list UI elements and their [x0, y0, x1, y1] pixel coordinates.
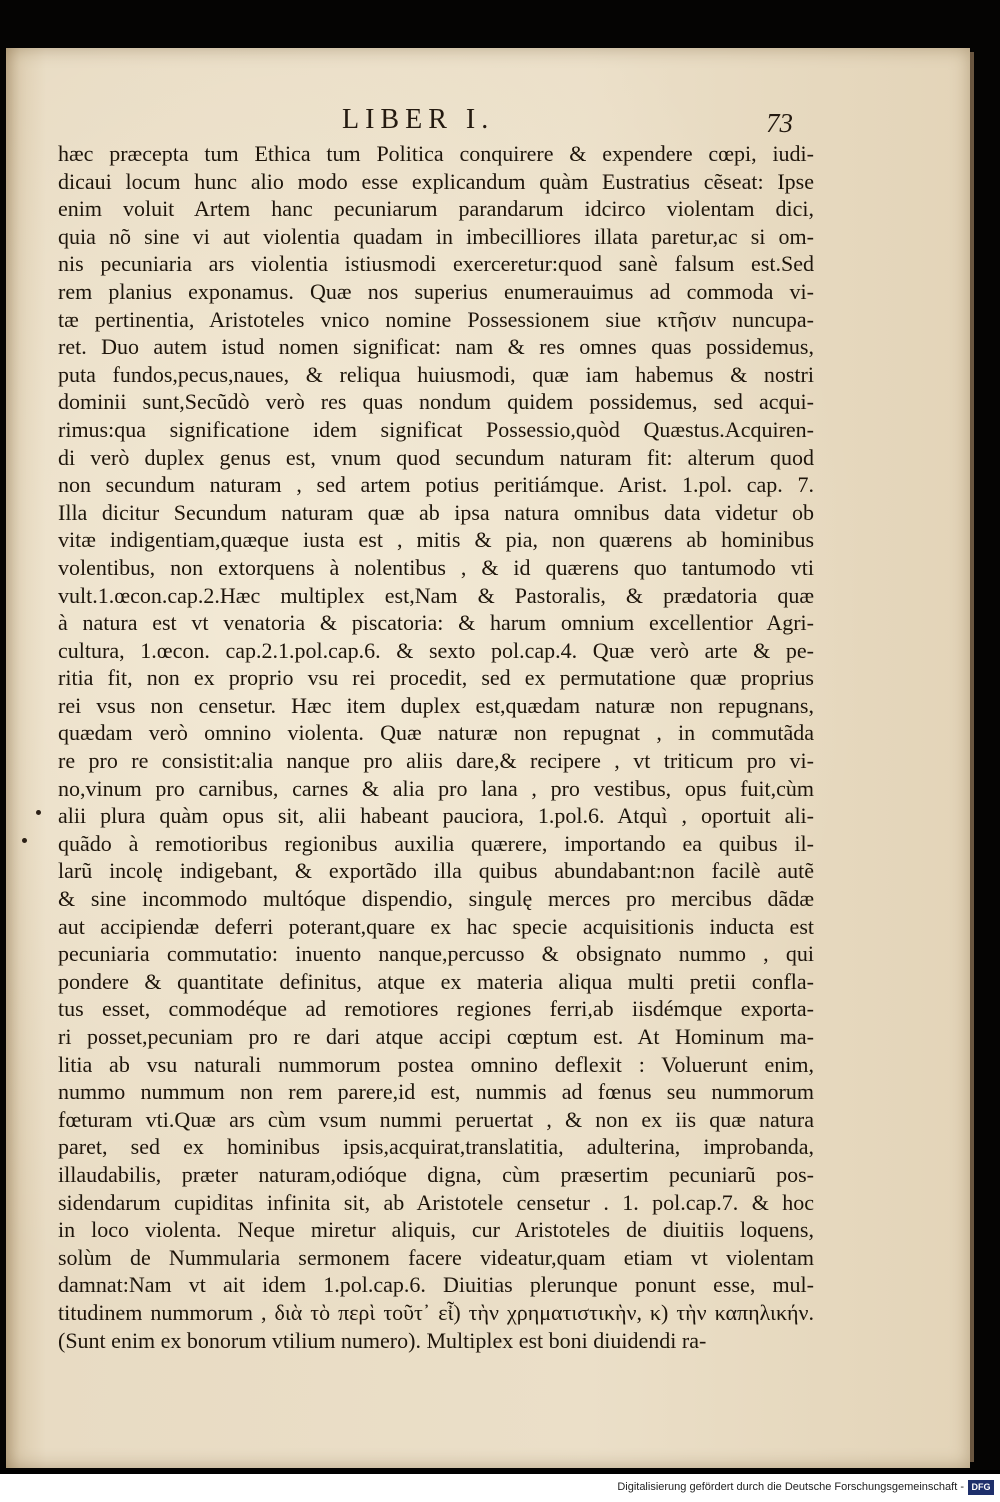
text-line: rei vsus non censetur. Hæc item duplex est,quædam naturæ non repugnans,: [58, 692, 814, 718]
text-line: volentibus, non extorquens à nolentibus , & id quærens quo tantumodo vti: [58, 554, 814, 580]
text-line: damnat:Nam vt ait idem 1.pol.cap.6. Diuitias plerunque ponunt esse, mul-: [58, 1272, 814, 1298]
text-line: rimus:qua significatione idem significat Possessio,quòd Quæstus.Acquiren-: [58, 416, 814, 442]
text-line: Illa dicitur Secundum naturam quæ ab ipsa natura omnibus data videtur ob: [58, 499, 814, 525]
text-line: tus esset, commodéque ad remotiores regiones ferri,ab iisdémque exporta-: [58, 996, 814, 1022]
text-line: cultura, 1.œcon. cap.2.1.pol.cap.6. & sexto pol.cap.4. Quæ verò arte & pe-: [58, 637, 814, 663]
text-line: paret, sed ex hominibus ipsis,acquirat,translatitia, adulterina, improbanda,: [58, 1134, 814, 1160]
digitization-footer: [0, 1474, 1000, 1502]
text-line: pondere & quantitate definitus, atque ex materia aliqua multi pretii confla-: [58, 968, 814, 994]
text-line: quædam verò omnino violenta. Quæ naturæ non repugnat , in commutãda: [58, 720, 814, 746]
text-line: dicaui locum hunc alio modo esse explicandum quàm Eustratius cẽseat: Ipse: [58, 168, 814, 194]
text-line: vult.1.œcon.cap.2.Hæc multiplex est,Nam & Pastoralis, & prædatoria quæ: [58, 582, 814, 608]
margin-mark: [36, 810, 41, 815]
text-line: (Sunt enim ex bonorum vtilium numero). Multiplex est boni diuidendi ra-: [58, 1327, 707, 1353]
page-fore-edge: [970, 52, 974, 1462]
text-line: di verò duplex genus est, vnum quod secundum naturam fit: alterum quod: [58, 444, 814, 470]
text-line: solùm de Nummularia sermonem facere videatur,quam etiam vt violentam: [58, 1244, 814, 1270]
page-number: 73: [766, 108, 793, 138]
text-line: litia ab vsu naturali nummorum postea omnino deflexit : Voluerunt enim,: [58, 1051, 814, 1077]
text-line: fœturam vti.Quæ ars cùm vsum nummi peruertat , & non ex iis quæ natura: [58, 1106, 814, 1132]
text-line: sidendarum cupiditas infinita sit, ab Aristotele censetur . 1. pol.cap.7. & hoc: [58, 1189, 814, 1215]
text-line: enim voluit Artem hanc pecuniarum parandarum idcirco violentam dici,: [58, 196, 814, 222]
text-line: quãdo à remotioribus regionibus auxilia quærere, importando ea quibus il-: [58, 830, 814, 856]
running-head: LIBER I.: [342, 104, 495, 135]
text-line: dominii sunt,Secũdò verò res quas nondum quidem possidemus, sed acqui-: [58, 389, 814, 415]
text-line: à natura est vt venatoria & piscatoria: & harum omnium excellentior Agri-: [58, 610, 814, 636]
body-text: [58, 140, 814, 1354]
text-line: vitæ indigentiam,quæque iusta est , mitis & pia, non quærens ab hominibus: [58, 527, 814, 553]
text-line: ret. Duo autem istud nomen significat: nam & res omnes quas possidemus,: [58, 334, 814, 360]
page-header: [0, 98, 1000, 138]
text-line: pecuniaria commutatio: inuento nanque,percusso & obsignato nummo , qui: [58, 941, 814, 967]
text-line: re pro re consistit:alia nanque pro aliis dare,& recipere , vt triticum pro vi-: [58, 748, 814, 774]
margin-mark: [22, 838, 27, 843]
footer-credit: Digitalisierung gefördert durch die Deutsche Forschungsgemeinschaft -: [617, 1481, 964, 1493]
text-line: puta fundos,pecus,naues, & reliqua huiusmodi, quæ iam habemus & nostri: [58, 361, 814, 387]
text-line: in loco violenta. Neque miretur aliquis, cur Aristoteles de diuitiis loquens,: [58, 1217, 814, 1243]
text-line: titudinem nummorum , διὰ τὸ περὶ τοῦτ᾽ εἶ) τὴν χρηματιστικὴν, κ) τὴν καπηλικήν.: [58, 1299, 814, 1325]
text-line: illaudabilis, præter naturam,odióque digna, cùm præsertim pecuniarũ pos-: [58, 1161, 814, 1187]
text-line: tæ pertinentia, Aristoteles vnico nomine Possessionem siue κτῆσιν nuncupa-: [58, 306, 814, 332]
dfg-logo: DFG: [968, 1480, 994, 1495]
text-line: no,vinum pro carnibus, carnes & alia pro lana , pro vestibus, opus fuit,cùm: [58, 775, 814, 801]
text-line: hæc præcepta tum Ethica tum Politica conquirere & expendere cœpi, iudi-: [58, 141, 814, 166]
text-line: aut accipiendæ deferri poterant,quare ex hac specie acquisitionis inducta est: [58, 913, 814, 939]
text-line: non secundum naturam , sed artem potius peritiámque. Arist. 1.pol. cap. 7.: [58, 472, 814, 498]
text-line: nummo nummum non rem parere,id est, nummis ad fœnus seu nummorum: [58, 1079, 814, 1105]
text-line: rem planius exponamus. Quæ nos superius enumerauimus ad commoda vi-: [58, 278, 814, 304]
text-line: alii plura quàm opus sit, alii habeant pauciora, 1.pol.6. Atquì , oportuit ali-: [58, 803, 814, 829]
text-line: & sine incommodo multóque dispendio, singulę merces pro mercibus dãdæ: [58, 886, 814, 912]
text-line: nis pecuniaria ars violentia istiusmodi exerceretur:quod sanè falsum est.Sed: [58, 251, 814, 277]
text-line: ri posset,pecuniam pro re dari atque accipi cœptum est. At Hominum ma-: [58, 1024, 814, 1049]
text-line: ritia fit, non ex proprio vsu rei procedit, sed ex permutatione quæ proprius: [58, 665, 814, 691]
text-line: quia nõ sine vi aut violentia quadam in imbecilliores illata paretur,ac si om-: [58, 223, 814, 249]
text-line: larũ incolę indigebant, & exportãdo illa quibus abundabant:non facilè autẽ: [58, 858, 814, 884]
